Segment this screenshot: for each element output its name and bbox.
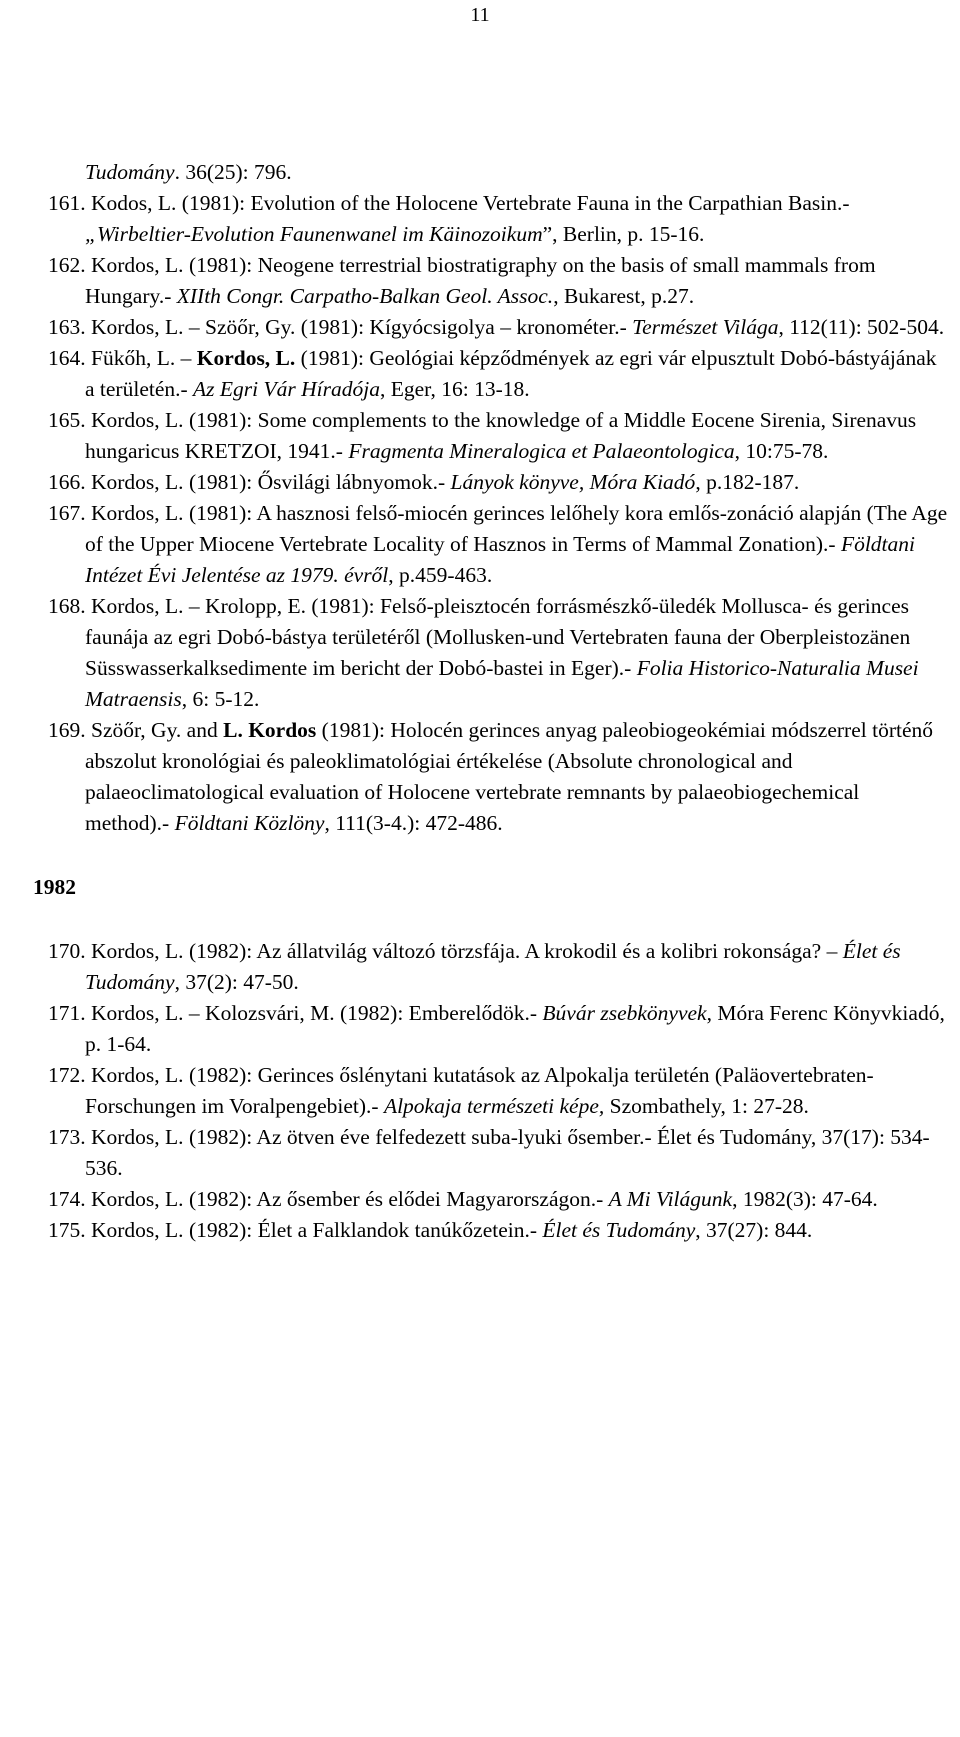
entry-source: Élet és Tudomány (542, 1218, 696, 1242)
entry-authors: Kordos, L. (85, 253, 184, 277)
entry-tail: , 37(2): 47-50. (174, 970, 299, 994)
bibliography (33, 157, 948, 1246)
entry-tail: , 112(11): 502-504. (778, 315, 945, 339)
entry-text: (1981): Felső-pleisztocén forrásmészkő-üledék Mollusca- és gerinces faunája az egri Dobó-bástya területéről (Mollusken-und Vertebraten fauna der Oberpleistozänen Süsswasserkalksedimente im bericht der Dobó-bastei in Eger).- (85, 594, 911, 680)
year-heading: 1982 (33, 875, 76, 899)
entry-tail: , p.182-187. (695, 470, 800, 494)
citation-tail: . 36(25): 796. (174, 160, 292, 184)
entry-tail: , 10:75-78. (734, 439, 829, 463)
entry-source: Az Egri Vár Híradója (193, 377, 380, 401)
entry-authors: Kodos, L. (85, 191, 177, 215)
entry-tail: , p.459-463. (388, 563, 493, 587)
entry-source: Alpokaja természeti képe, (383, 1094, 605, 1118)
entries-1981 (48, 188, 948, 839)
entry-tail: ”, Berlin, p. 15-16. (542, 222, 705, 246)
bibliography-entry (48, 498, 948, 591)
entry-text: (1982): Az állatvilág változó törzsfája. A krokodil és a kolibri rokonsága? – (183, 939, 843, 963)
entry-authors: Kordos, L. (85, 501, 184, 525)
entry-authors: Kordos, L. – Kolozsvári, M. (85, 1001, 335, 1025)
bibliography-entry (48, 188, 948, 250)
bibliography-entry (48, 343, 948, 405)
bibliography-entry (48, 1184, 948, 1215)
bibliography-entry (48, 1060, 948, 1122)
entry-authors: Kordos, L. (85, 939, 184, 963)
entry-tail: , 1982(3): 47-64. (732, 1187, 878, 1211)
entry-tail: Szombathely, 1: 27-28. (604, 1094, 809, 1118)
entry-tail: , 111(3-4.): 472-486. (324, 811, 503, 835)
entry-text: (1981): Geológiai képződmények az egri vár elpusztult Dobó-bástyájának a területén.- (85, 346, 937, 401)
entry-source: Fragmenta Mineralogica et Palaeontologica (348, 439, 735, 463)
entry-authors: Fükőh, L. – (85, 346, 197, 370)
entry-source: Természet Világa (632, 315, 779, 339)
entry-authors: Kordos, L. (85, 470, 184, 494)
bibliography-entry (48, 998, 948, 1060)
entry-authors: Kordos, L. – Szöőr, Gy. (85, 315, 296, 339)
entry-source: Földtani Intézet Évi Jelentése az 1979. évről (85, 532, 916, 587)
bibliography-entry (48, 1122, 948, 1184)
entry-authors: Kordos, L. (85, 408, 184, 432)
entry-authors: Kordos, L. (85, 1125, 184, 1149)
entry-authors: Kordos, L. (85, 1218, 184, 1242)
bibliography-entry (48, 715, 948, 839)
entry-text: (1981): A hasznosi felső-miocén gerinces lelőhely kora emlős-zonáció alapján (The Age of the Upper Miocene Vertebrate Locality of Hasznos in Terms of Mammal Zonation).- (85, 501, 948, 556)
entry-number: 167. (48, 501, 86, 525)
entry-number: 174. (48, 1187, 86, 1211)
bibliography-entry (48, 936, 948, 998)
entry-source: Élet és Tudomány (85, 939, 901, 994)
entry-tail: , 37(27): 844. (695, 1218, 813, 1242)
entry-number: 170. (48, 939, 86, 963)
entry-bold-author: Kordos, L. (196, 346, 296, 370)
entry-authors: Kordos, L. (85, 1187, 184, 1211)
entry-number: 172. (48, 1063, 86, 1087)
entry-source: A Mi Világunk (608, 1187, 733, 1211)
entry-number: 165. (48, 408, 86, 432)
entry-source: „Wirbeltier-Evolution Faunenwanel im Käinozoikum (85, 222, 543, 246)
page-number: 11 (470, 4, 490, 26)
bibliography-entry (48, 467, 948, 498)
entry-authors: Kordos, L. – Krolopp, E. (85, 594, 306, 618)
entry-tail: , Bukarest, p.27. (553, 284, 695, 308)
entry-number: 164. (48, 346, 86, 370)
entry-number: 173. (48, 1125, 86, 1149)
entry-number: 161. (48, 191, 86, 215)
entry-source: Lányok könyve, Móra Kiadó (450, 470, 696, 494)
entry-authors: Szöőr, Gy. and (85, 718, 224, 742)
entry-text: (1981): Holocén gerinces anyag paleobiogeokémiai módszerrel történő abszolut kronológiai és paleoklimatológiai értékelése (Absolute chronological and palaeoclimatological evaluation of Holocene vertebrate remnants by palaeobiogechemical method).- (85, 718, 934, 835)
entry-number: 168. (48, 594, 86, 618)
entry-text: (1981): Neogene terrestrial biostratigraphy on the basis of small mammals from Hungary.- (85, 253, 876, 308)
entry-text: (1982): Élet a Falklandok tanúkőzetein.- (183, 1218, 543, 1242)
bibliography-entry (48, 312, 948, 343)
entries-1982 (48, 936, 948, 1246)
entry-number: 171. (48, 1001, 86, 1025)
entry-number: 162. (48, 253, 86, 277)
entry-tail: , 6: 5-12. (181, 687, 260, 711)
entry-number: 175. (48, 1218, 86, 1242)
entry-bold-author: L. Kordos (223, 718, 317, 742)
entry-source: Búvár zsebkönyvek (542, 1001, 707, 1025)
entry-source: XIIth Congr. Carpatho-Balkan Geol. Assoc. (176, 284, 554, 308)
entry-number: 169. (48, 718, 86, 742)
entry-authors: Kordos, L. (85, 1063, 184, 1087)
continuation-entry (48, 157, 948, 188)
bibliography-entry (48, 405, 948, 467)
journal-title: Tudomány (85, 160, 175, 184)
bibliography-entry (48, 1215, 948, 1246)
entry-text: (1981): Some complements to the knowledge of a Middle Eocene Sirenia, Sirenavus hungaricus KRETZOI, 1941.- (85, 408, 917, 463)
entry-text: (1982): Az ötven éve felfedezett suba-lyuki ősember.- Élet és Tudomány, 37(17): 534-536. (85, 1125, 930, 1180)
entry-source: Folia Historico-Naturalia Musei Matraensis (85, 656, 919, 711)
entry-text: (1982): Emberelődök.- (334, 1001, 543, 1025)
bibliography-entry (48, 591, 948, 715)
entry-text: (1981): Ősvilági lábnyomok.- (183, 470, 451, 494)
entry-number: 166. (48, 470, 86, 494)
entry-text: (1982): Gerinces őslénytani kutatások az Alpokalja területén (Paläovertebraten-Forschungen im Voralpengebiet).- (85, 1063, 874, 1118)
entry-source: Földtani Közlöny (174, 811, 325, 835)
entry-text: (1981): Evolution of the Holocene Vertebrate Fauna in the Carpathian Basin.- (176, 191, 850, 215)
bibliography-entry (48, 250, 948, 312)
entry-number: 163. (48, 315, 86, 339)
entry-text: (1981): Kígyócsigolya – kronométer.- (295, 315, 633, 339)
entry-tail: , Móra Ferenc Könyvkiadó, p. 1-64. (85, 1001, 945, 1056)
entry-tail: , Eger, 16: 13-18. (380, 377, 530, 401)
entry-text: (1982): Az ősember és elődei Magyarországon.- (183, 1187, 609, 1211)
